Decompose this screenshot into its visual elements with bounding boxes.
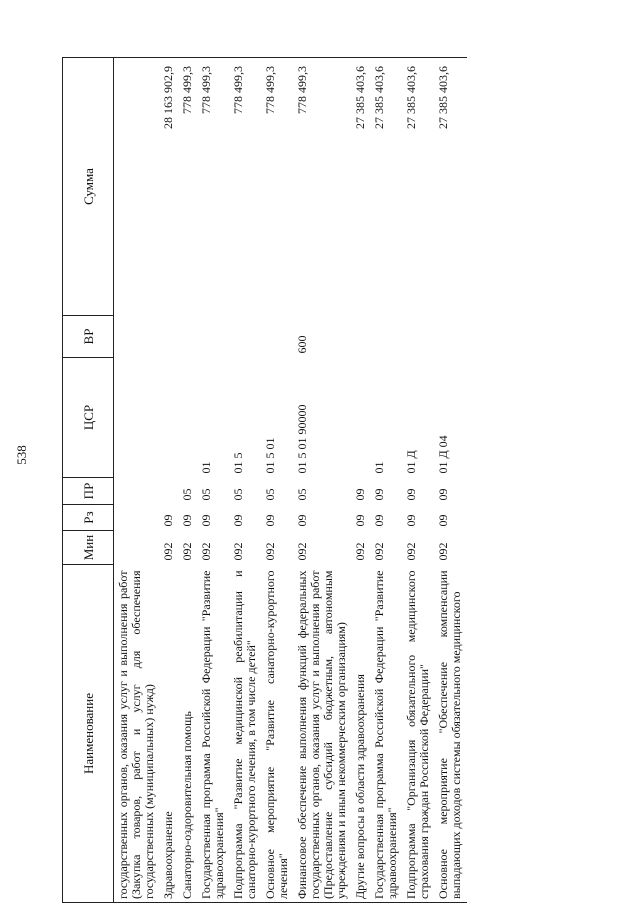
row-csr-cell: 01 5 01 90000	[295, 404, 309, 474]
header-min: Мин	[63, 531, 114, 565]
row-rz-cell: 09	[353, 514, 367, 527]
row-csr-cell	[160, 358, 179, 478]
row-pr-cell: 09	[436, 488, 450, 501]
row-vr-cell	[352, 316, 371, 358]
row-sum-cell: 778 499,3	[179, 58, 198, 316]
table-row	[230, 58, 262, 903]
row-sum-cell: 28 163 902,9	[160, 58, 179, 316]
row-min-cell: 092	[199, 542, 213, 561]
row-name-cell: Подпрограмма "Организация обязательного медицинского страхования граждан Российской Федерации"	[403, 565, 435, 903]
header-pr: ПР	[63, 478, 114, 505]
row-csr-cell	[352, 358, 371, 478]
row-name-cell: Государственная программа Российской Федерации "Развитие здравоохранения"	[198, 565, 230, 903]
row-min-cell: 092	[180, 542, 194, 561]
row-csr-cell: 01	[372, 461, 386, 474]
row-rz-cell	[114, 505, 161, 531]
table-row	[371, 58, 403, 903]
row-name-cell: Другие вопросы в области здравоохранения	[352, 565, 371, 903]
header-name: Наименование	[63, 565, 114, 903]
row-csr-cell	[114, 358, 161, 478]
row-name-cell: государственных органов, оказания услуг и выполнения работ (Закупка товаров, работ и услуг для обеспечения государственных (муниципальных) нужд)	[114, 565, 161, 903]
row-vr-cell	[198, 316, 230, 358]
row-pr-cell: 05	[263, 488, 277, 501]
row-vr-cell	[262, 316, 294, 358]
row-rz-cell: 09	[404, 514, 418, 527]
header-rz: Рз	[63, 505, 114, 531]
row-pr-cell: 05	[295, 488, 309, 501]
table-row	[179, 58, 198, 903]
row-pr-cell: 05	[180, 488, 194, 501]
row-sum-cell	[114, 58, 161, 316]
table-row	[403, 58, 435, 903]
row-min-cell: 092	[231, 542, 245, 561]
row-name-cell: Санаторно-оздоровительная помощь	[179, 565, 198, 903]
row-name-cell: Основное мероприятие "Обеспечение компенсации выпадающих доходов системы обязательного медицинского	[435, 565, 467, 903]
row-sum-cell: 778 499,3	[198, 58, 230, 316]
row-rz-cell: 09	[231, 514, 245, 527]
row-vr-cell	[114, 316, 161, 358]
row-vr-cell	[371, 316, 403, 358]
row-name-cell: Финансовое обеспечение выполнения функций федеральных государственных органов, оказания услуг и выполнения работ (Предоставление субсидий бюджетным, автономным учреждениям и иным некоммерческим организациям)	[294, 565, 352, 903]
table-row	[294, 58, 352, 903]
row-sum-cell: 778 499,3	[262, 58, 294, 316]
row-pr-cell: 05	[231, 488, 245, 501]
row-vr-cell	[435, 316, 467, 358]
row-pr-cell: 05	[199, 488, 213, 501]
row-rz-cell: 09	[199, 514, 213, 527]
row-pr-cell: 09	[404, 488, 418, 501]
row-sum-cell: 27 385 403,6	[435, 58, 467, 316]
row-pr-cell	[160, 478, 179, 505]
table-row	[160, 58, 179, 903]
row-min-cell: 092	[353, 542, 367, 561]
budget-table	[62, 57, 467, 903]
row-pr-cell	[114, 478, 161, 505]
table-header-row	[63, 58, 114, 903]
row-min-cell: 092	[436, 542, 450, 561]
row-rz-cell: 09	[372, 514, 386, 527]
row-pr-cell: 09	[372, 488, 386, 501]
row-csr-cell: 01	[199, 461, 213, 474]
row-min-cell: 092	[161, 542, 175, 561]
row-min-cell	[114, 531, 161, 565]
row-vr-cell	[230, 316, 262, 358]
table-row	[198, 58, 230, 903]
row-csr-cell	[179, 358, 198, 478]
row-sum-cell: 27 385 403,6	[352, 58, 371, 316]
header-sum: Сумма	[63, 58, 114, 316]
row-min-cell: 092	[295, 542, 309, 561]
row-min-cell: 092	[263, 542, 277, 561]
table-row	[262, 58, 294, 903]
row-pr-cell: 09	[353, 488, 367, 501]
row-rz-cell: 09	[180, 514, 194, 527]
row-rz-cell: 09	[161, 514, 175, 527]
row-name-cell: Здравоохранение	[160, 565, 179, 903]
header-csr: ЦСР	[63, 358, 114, 478]
row-vr-cell	[160, 316, 179, 358]
row-rz-cell: 09	[436, 514, 450, 527]
row-rz-cell: 09	[295, 514, 309, 527]
row-csr-cell: 01 Д 04	[436, 435, 450, 474]
row-sum-cell: 27 385 403,6	[371, 58, 403, 316]
header-vr: ВР	[63, 316, 114, 358]
row-rz-cell: 09	[263, 514, 277, 527]
row-sum-cell: 27 385 403,6	[403, 58, 435, 316]
table-row	[352, 58, 371, 903]
table-body	[114, 58, 468, 903]
page-number: 538	[14, 445, 29, 465]
row-min-cell: 092	[372, 542, 386, 561]
row-min-cell: 092	[404, 542, 418, 561]
row-csr-cell: 01 Д	[404, 450, 418, 474]
table-row	[114, 58, 161, 903]
row-vr-cell: 600	[295, 335, 309, 354]
row-name-cell: Подпрограмма "Развитие медицинской реабилитации и санаторно-курортного лечения, в том числе детей"	[230, 565, 262, 903]
row-sum-cell: 778 499,3	[294, 58, 352, 316]
row-name-cell: Государственная программа Российской Федерации "Развитие здравоохранения"	[371, 565, 403, 903]
table-row	[435, 58, 467, 903]
row-vr-cell	[403, 316, 435, 358]
row-csr-cell: 01 5	[231, 452, 245, 474]
row-sum-cell: 778 499,3	[230, 58, 262, 316]
row-csr-cell: 01 5 01	[263, 437, 277, 474]
row-vr-cell	[179, 316, 198, 358]
row-name-cell: Основное мероприятие "Развитие санаторно-курортного лечения"	[262, 565, 294, 903]
rotated-page-content	[62, 58, 590, 903]
